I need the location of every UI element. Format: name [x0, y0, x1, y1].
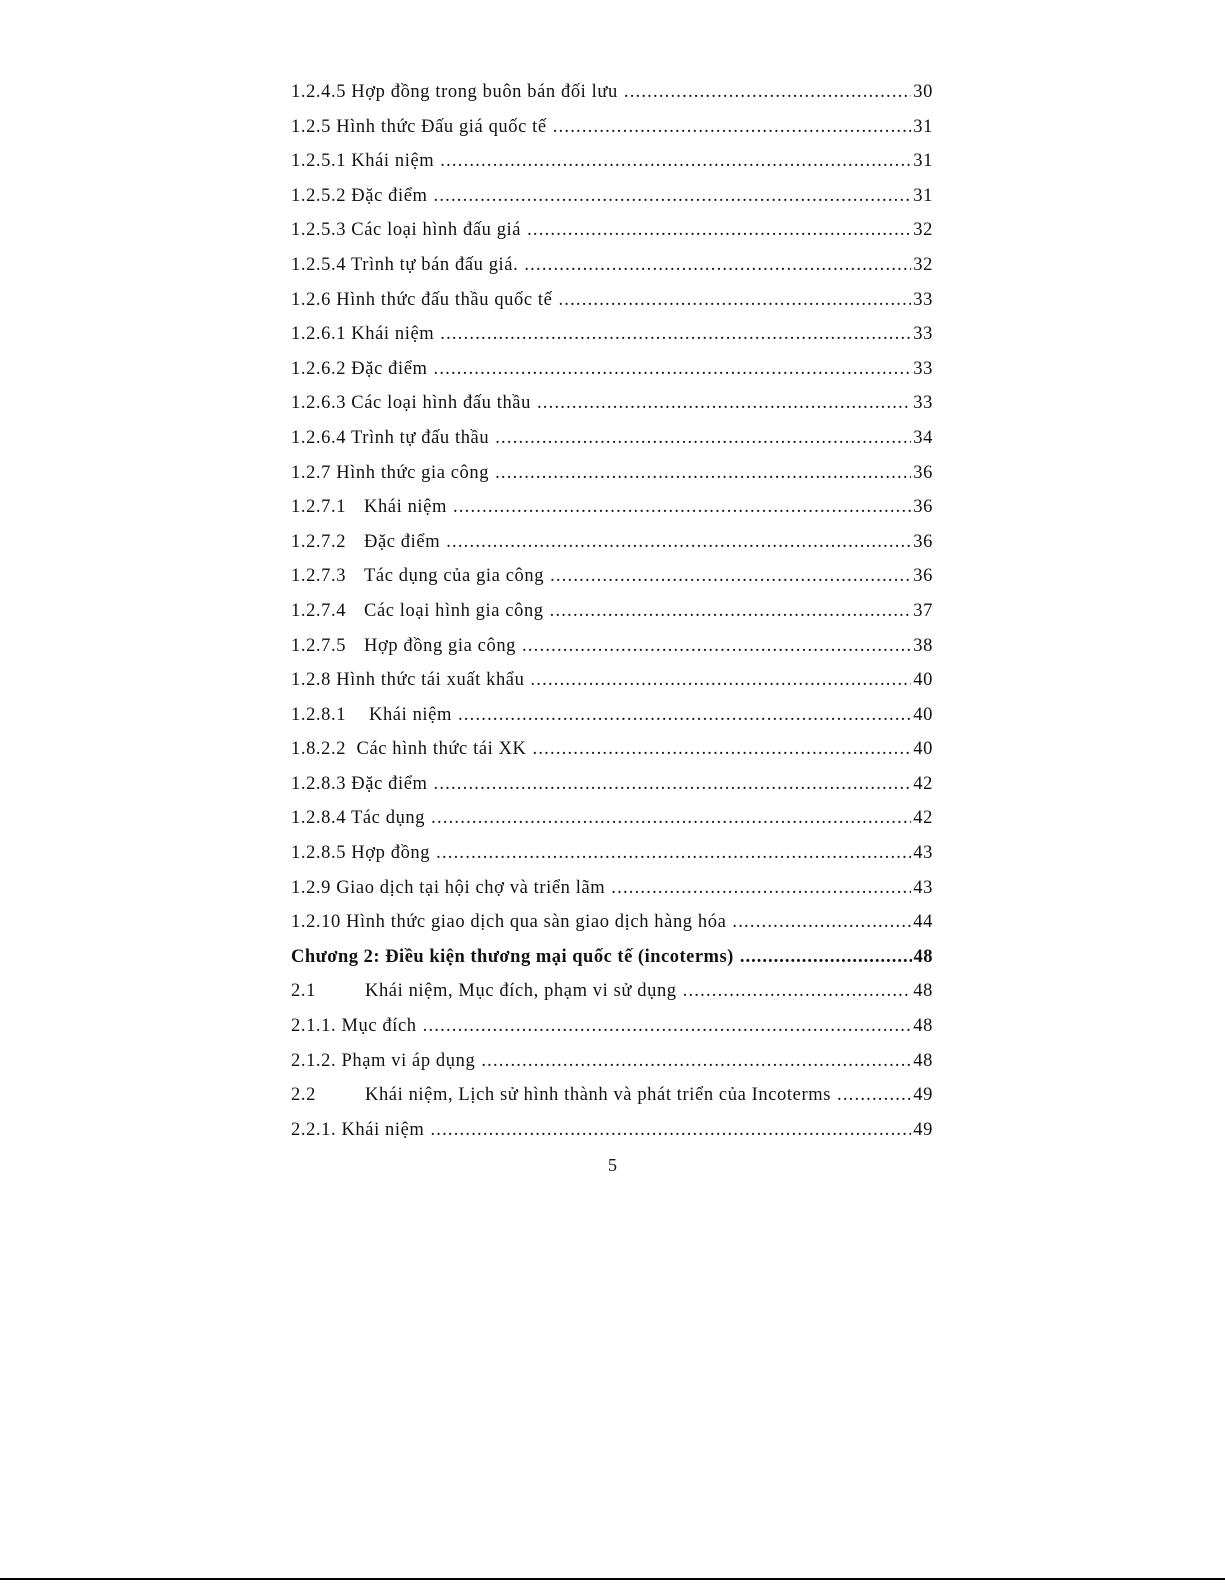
- toc-dot-leader: [553, 117, 912, 138]
- toc-entry-title: 1.2.6.1 Khái niệm: [291, 324, 435, 345]
- toc-entry-page: 43: [913, 843, 933, 864]
- toc-entry-page: 49: [913, 1085, 933, 1106]
- toc-entry-title: 1.2.5 Hình thức Đấu giá quốc tế: [291, 116, 547, 137]
- toc-entry: [291, 808, 933, 843]
- toc-entry-title: 2.1.2. Phạm vi áp dụng: [291, 1050, 476, 1071]
- toc-entry: [291, 601, 933, 636]
- toc-entry-title: 1.2.5.1 Khái niệm: [291, 151, 435, 172]
- toc-entry: [291, 670, 933, 705]
- toc-entry-page: 34: [913, 427, 933, 448]
- toc-entry-page: 40: [913, 704, 933, 725]
- toc-entry-page: 44: [913, 912, 933, 933]
- toc-dot-leader: [740, 947, 912, 968]
- toc-entry-title: 1.2.8.4 Tác dụng: [291, 808, 426, 829]
- toc-entry-title: Khái niệm: [369, 704, 452, 725]
- toc-entry-number: 2.1: [291, 981, 316, 1002]
- toc-entry-number: 2.2: [291, 1085, 316, 1106]
- toc-entry-page: 32: [913, 254, 933, 275]
- toc-dot-leader: [431, 808, 911, 829]
- toc-entry: [291, 739, 933, 774]
- toc-dot-leader: [533, 739, 912, 760]
- table-of-contents: [291, 82, 933, 1154]
- toc-entry-title: Khái niệm: [364, 497, 447, 518]
- toc-chapter-heading: [291, 947, 933, 982]
- toc-entry-title: Các loại hình gia công: [364, 600, 544, 621]
- toc-entry-page: 42: [913, 808, 933, 829]
- toc-entry-page: 31: [913, 151, 933, 172]
- toc-dot-leader: [524, 255, 911, 276]
- toc-dot-leader: [537, 393, 911, 414]
- toc-entry: [291, 497, 933, 532]
- toc-dot-leader: [434, 186, 912, 207]
- toc-dot-leader: [434, 774, 912, 795]
- toc-entry: [291, 428, 933, 463]
- toc-entry-page: 43: [913, 877, 933, 898]
- toc-entry-number: 1.2.8.1: [291, 704, 347, 725]
- toc-dot-leader: [732, 912, 911, 933]
- toc-entry: [291, 255, 933, 290]
- toc-entry-page: 42: [913, 773, 933, 794]
- toc-entry-title: Hợp đồng gia công: [364, 635, 517, 656]
- toc-entry-title: 1.2.8.3 Đặc điểm: [291, 773, 428, 794]
- toc-entry-page: 49: [913, 1119, 933, 1140]
- toc-entry-number: 1.2.7.2: [291, 531, 347, 552]
- toc-entry-title: 1.2.5.3 Các loại hình đấu giá: [291, 220, 522, 241]
- toc-dot-leader: [495, 463, 911, 484]
- toc-entry: [291, 463, 933, 498]
- toc-entry: [291, 774, 933, 809]
- toc-entry-page: 48: [913, 1016, 933, 1037]
- page-number: 5: [608, 1155, 617, 1175]
- bottom-divider: [0, 1578, 1225, 1580]
- toc-entry-title: 1.2.8.5 Hợp đồng: [291, 843, 431, 864]
- toc-entry-title: 1.2.10 Hình thức giao dịch qua sàn giao dịch hàng hóa: [291, 912, 727, 933]
- toc-entry-title: Chương 2: Điều kiện thương mại quốc tế (incoterms): [291, 946, 734, 967]
- toc-dot-leader: [522, 636, 911, 657]
- toc-entry-title: Đặc điểm: [364, 531, 441, 552]
- toc-entry: [291, 532, 933, 567]
- toc-entry-number: 1.2.7.1: [291, 497, 347, 518]
- toc-entry-title: 1.2.6 Hình thức đấu thầu quốc tế: [291, 289, 553, 310]
- toc-entry-page: 30: [913, 82, 933, 102]
- toc-dot-leader: [458, 705, 911, 726]
- toc-entry-page: 48: [913, 981, 933, 1002]
- toc-dot-leader: [436, 843, 911, 864]
- toc-entry-title: 1.2.9 Giao dịch tại hội chợ và triển lãm: [291, 877, 606, 898]
- toc-entry-number: 1.2.7.4: [291, 600, 347, 621]
- toc-entry-page: 40: [913, 670, 933, 691]
- toc-entry-page: 48: [913, 1050, 933, 1071]
- toc-entry: [291, 220, 933, 255]
- toc-entry-title: 1.2.6.3 Các loại hình đấu thầu: [291, 393, 531, 414]
- toc-entry: [291, 151, 933, 186]
- toc-entry-page: 36: [913, 566, 933, 587]
- toc-dot-leader: [453, 497, 911, 518]
- toc-dot-leader: [440, 151, 911, 172]
- toc-entry: [291, 82, 933, 117]
- toc-entry-page: 36: [913, 531, 933, 552]
- toc-entry: [291, 912, 933, 947]
- toc-entry: [291, 117, 933, 152]
- toc-entry-number: 1.2.7.3: [291, 566, 347, 587]
- toc-entry-title: 1.2.6.2 Đặc điểm: [291, 358, 428, 379]
- toc-dot-leader: [430, 1120, 911, 1141]
- toc-entry-page: 36: [913, 462, 933, 483]
- toc-entry-page: 33: [913, 358, 933, 379]
- toc-entry: [291, 393, 933, 428]
- toc-entry-title: 1.2.7 Hình thức gia công: [291, 462, 490, 483]
- toc-dot-leader: [837, 1085, 911, 1106]
- toc-dot-leader: [495, 428, 911, 449]
- toc-entry-title: 1.2.8 Hình thức tái xuất khẩu: [291, 670, 525, 691]
- toc-dot-leader: [481, 1051, 911, 1072]
- toc-entry-page: 38: [913, 635, 933, 656]
- toc-entry-page: 33: [913, 289, 933, 310]
- toc-dot-leader: [423, 1016, 912, 1037]
- toc-dot-leader: [434, 359, 912, 380]
- toc-entry-page: 40: [913, 739, 933, 760]
- toc-dot-leader: [611, 878, 911, 899]
- toc-entry: [291, 566, 933, 601]
- toc-entry-page: 36: [913, 497, 933, 518]
- toc-entry: [291, 705, 933, 740]
- toc-dot-leader: [530, 670, 911, 691]
- toc-entry-title: 2.1.1. Mục đích: [291, 1016, 417, 1037]
- toc-entry-title: Tác dụng của gia công: [364, 566, 545, 587]
- toc-entry: [291, 843, 933, 878]
- toc-entry: [291, 981, 933, 1016]
- toc-entry-title: Khái niệm, Mục đích, phạm vi sử dụng: [365, 981, 677, 1002]
- toc-entry-title: 1.2.5.2 Đặc điểm: [291, 185, 428, 206]
- toc-entry-page: 48: [913, 946, 933, 967]
- toc-dot-leader: [527, 220, 911, 241]
- toc-dot-leader: [550, 566, 911, 587]
- toc-entry-title: 1.2.4.5 Hợp đồng trong buôn bán đối lưu: [291, 82, 618, 102]
- toc-dot-leader: [683, 981, 912, 1002]
- toc-entry-page: 31: [913, 116, 933, 137]
- toc-entry-title: 1.2.5.4 Trình tự bán đấu giá.: [291, 254, 519, 275]
- toc-entry: [291, 636, 933, 671]
- toc-entry-page: 32: [913, 220, 933, 241]
- toc-entry: [291, 186, 933, 221]
- toc-entry: [291, 1120, 933, 1155]
- toc-entry: [291, 1051, 933, 1086]
- toc-entry-title: 2.2.1. Khái niệm: [291, 1119, 425, 1140]
- toc-entry: [291, 324, 933, 359]
- toc-entry: [291, 290, 933, 325]
- toc-dot-leader: [440, 324, 911, 345]
- toc-entry-title: 1.8.2.2 Các hình thức tái XK: [291, 739, 527, 760]
- toc-dot-leader: [558, 290, 911, 311]
- toc-entry-title: 1.2.6.4 Trình tự đấu thầu: [291, 427, 490, 448]
- toc-entry: [291, 359, 933, 394]
- toc-dot-leader: [624, 82, 911, 103]
- toc-entry-page: 33: [913, 393, 933, 414]
- toc-entry-page: 33: [913, 324, 933, 345]
- toc-entry-page: 31: [913, 185, 933, 206]
- toc-entry-page: 37: [913, 600, 933, 621]
- toc-entry: [291, 1085, 933, 1120]
- toc-entry: [291, 1016, 933, 1051]
- toc-dot-leader: [550, 601, 912, 622]
- toc-entry-title: Khái niệm, Lịch sử hình thành và phát triển của Incoterms: [365, 1085, 832, 1106]
- toc-dot-leader: [446, 532, 911, 553]
- toc-entry-number: 1.2.7.5: [291, 635, 347, 656]
- toc-entry: [291, 878, 933, 913]
